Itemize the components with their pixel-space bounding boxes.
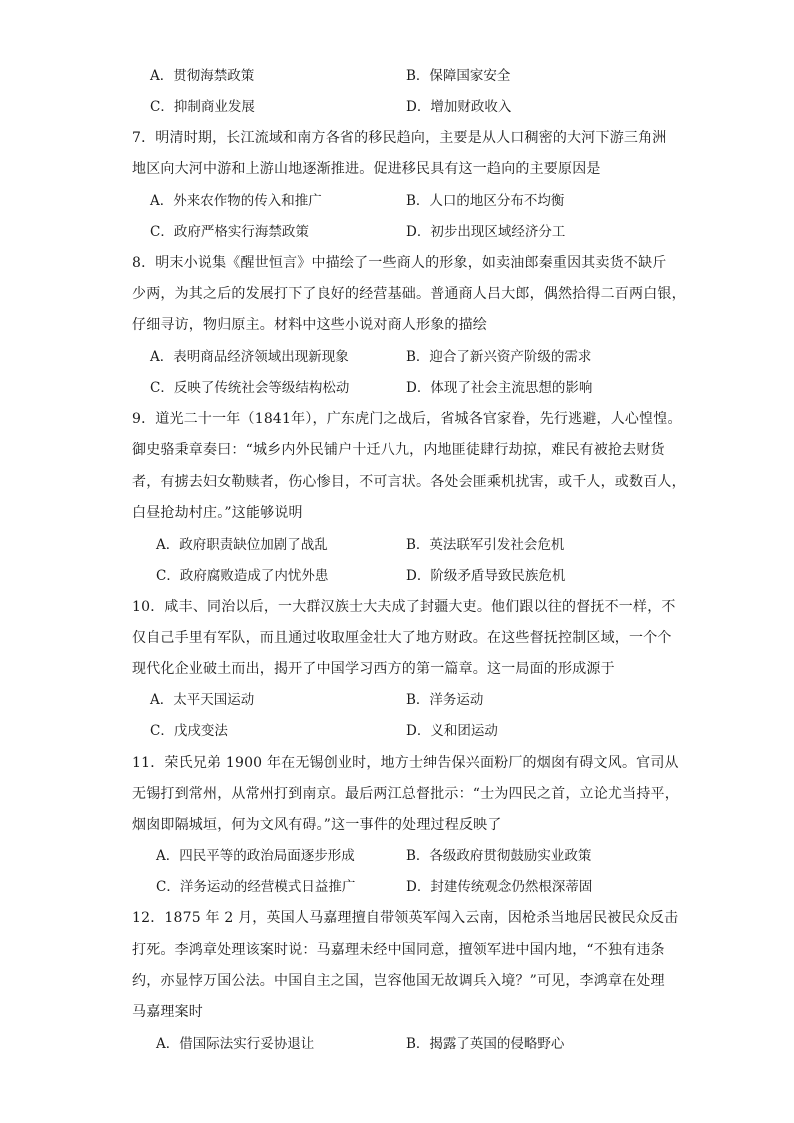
q12-stem-line-3: 约，亦显悖万国公法。中国自主之国，岂容他国无故调兵入境？”可见，李鸿章在处理 bbox=[132, 973, 665, 989]
q11-option-a: A．四民平等的政治局面逐步形成 bbox=[156, 848, 355, 864]
q11-option-b: B．各级政府贯彻鼓励实业政策 bbox=[406, 848, 592, 864]
q12-stem-line-4: 马嘉理案时 bbox=[132, 1004, 203, 1020]
q7-option-a: A．外来农作物的传入和推广 bbox=[150, 193, 322, 209]
q9-stem-line-4: 白昼抢劫村庄。”这能够说明 bbox=[132, 505, 303, 521]
q7-option-d: D．初步出现区域经济分工 bbox=[406, 224, 566, 240]
q8-option-c: C．反映了传统社会等级结构松动 bbox=[150, 380, 350, 396]
q6-option-b: B．保障国家安全 bbox=[406, 68, 511, 84]
q6-option-a: A．贯彻海禁政策 bbox=[150, 68, 255, 84]
q8-stem-line-2: 少两，为其之后的发展打下了良好的经营基础。普通商人吕大郎，偶然拾得二百两白银， bbox=[132, 286, 686, 302]
q10-option-d: D．义和团运动 bbox=[406, 723, 498, 739]
q12-stem-line-1: 12．1875 年 2 月，英国人马嘉理擅自带领英军闯入云南，因枪杀当地居民被民众反击 bbox=[132, 910, 679, 926]
q8-option-a: A．表明商品经济领域出现新现象 bbox=[150, 349, 349, 365]
q11-option-c: C．洋务运动的经营模式日益推广 bbox=[156, 879, 356, 895]
q9-option-a: A．政府职责缺位加剧了战乱 bbox=[156, 537, 328, 553]
q6-option-d: D．增加财政收入 bbox=[406, 99, 512, 115]
q7-stem-line-2: 地区向大河中游和上游山地逐渐推进。促进移民具有这一趋向的主要原因是 bbox=[132, 161, 601, 177]
q12-stem-line-2: 打死。李鸿章处理该案时说：马嘉理未经中国同意，擅领军进中国内地，“不独有违条 bbox=[132, 942, 665, 958]
q7-option-b: B．人口的地区分布不均衡 bbox=[406, 193, 565, 209]
q8-stem-line-3: 仔细寻访，物归原主。材料中这些小说对商人形象的描绘 bbox=[132, 317, 487, 333]
q6-option-c: C．抑制商业发展 bbox=[150, 99, 255, 115]
q8-option-b: B．迎合了新兴资产阶级的需求 bbox=[406, 349, 592, 365]
q11-stem-line-3: 烟囱即隔城垣，何为文风有碍。”这一事件的处理过程反映了 bbox=[132, 817, 502, 833]
q12-option-a: A．借国际法实行妥协退让 bbox=[156, 1036, 315, 1052]
q10-option-c: C．戊戌变法 bbox=[150, 723, 228, 739]
q11-stem-line-1: 11．荣氏兄弟 1900 年在无锡创业时，地方士绅告保兴面粉厂的烟囱有碍文风。官司从 bbox=[132, 755, 679, 771]
q8-stem-line-1: 8．明末小说集《醒世恒言》中描绘了一些商人的形象，如卖油郎秦重因其卖货不缺斤 bbox=[132, 255, 667, 271]
q9-option-c: C．政府腐败造成了内忧外患 bbox=[156, 568, 329, 584]
q9-option-b: B．英法联军引发社会危机 bbox=[406, 537, 565, 553]
q11-option-d: D．封建传统观念仍然根深蒂固 bbox=[406, 879, 593, 895]
q8-option-d: D．体现了社会主流思想的影响 bbox=[406, 380, 593, 396]
q11-stem-line-2: 无锡打到常州，从常州打到南京。最后两江总督批示：“士为四民之首，立论尤当持平， bbox=[132, 786, 679, 802]
q9-stem-line-1: 9．道光二十一年（1841年），广东虎门之战后，省城各官家眷，先行逃避，人心惶惶。 bbox=[132, 411, 682, 427]
q9-stem-line-3: 者，有掳去妇女勒赎者，伤心惨目，不可言状。各处会匪乘机扰害，或千人，或数百人， bbox=[132, 474, 686, 490]
q12-option-b: B．揭露了英国的侵略野心 bbox=[406, 1036, 565, 1052]
q9-stem-line-2: 御史骆秉章奏曰：“城乡内外民铺户十迁八九，内地匪徒肆行劫掠，难民有被抢去财货 bbox=[132, 442, 665, 458]
q10-stem-line-3: 现代化企业破土而出，揭开了中国学习西方的第一篇章。这一局面的形成源于 bbox=[132, 661, 615, 677]
q9-option-d: D．阶级矛盾导致民族危机 bbox=[406, 568, 566, 584]
q10-option-b: B．洋务运动 bbox=[406, 692, 484, 708]
q7-stem-line-1: 7．明清时期，长江流域和南方各省的移民趋向，主要是从人口稠密的大河下游三角洲 bbox=[132, 130, 667, 146]
q10-stem-line-1: 10．咸丰、同治以后，一大群汉族士大夫成了封疆大吏。他们跟以往的督抚不一样，不 bbox=[132, 599, 676, 615]
q7-option-c: C．政府严格实行海禁政策 bbox=[150, 224, 309, 240]
q10-option-a: A．太平天国运动 bbox=[150, 692, 255, 708]
q10-stem-line-2: 仅自己手里有军队，而且通过收取厘金壮大了地方财政。在这些督抚控制区域，一个个 bbox=[132, 630, 672, 646]
